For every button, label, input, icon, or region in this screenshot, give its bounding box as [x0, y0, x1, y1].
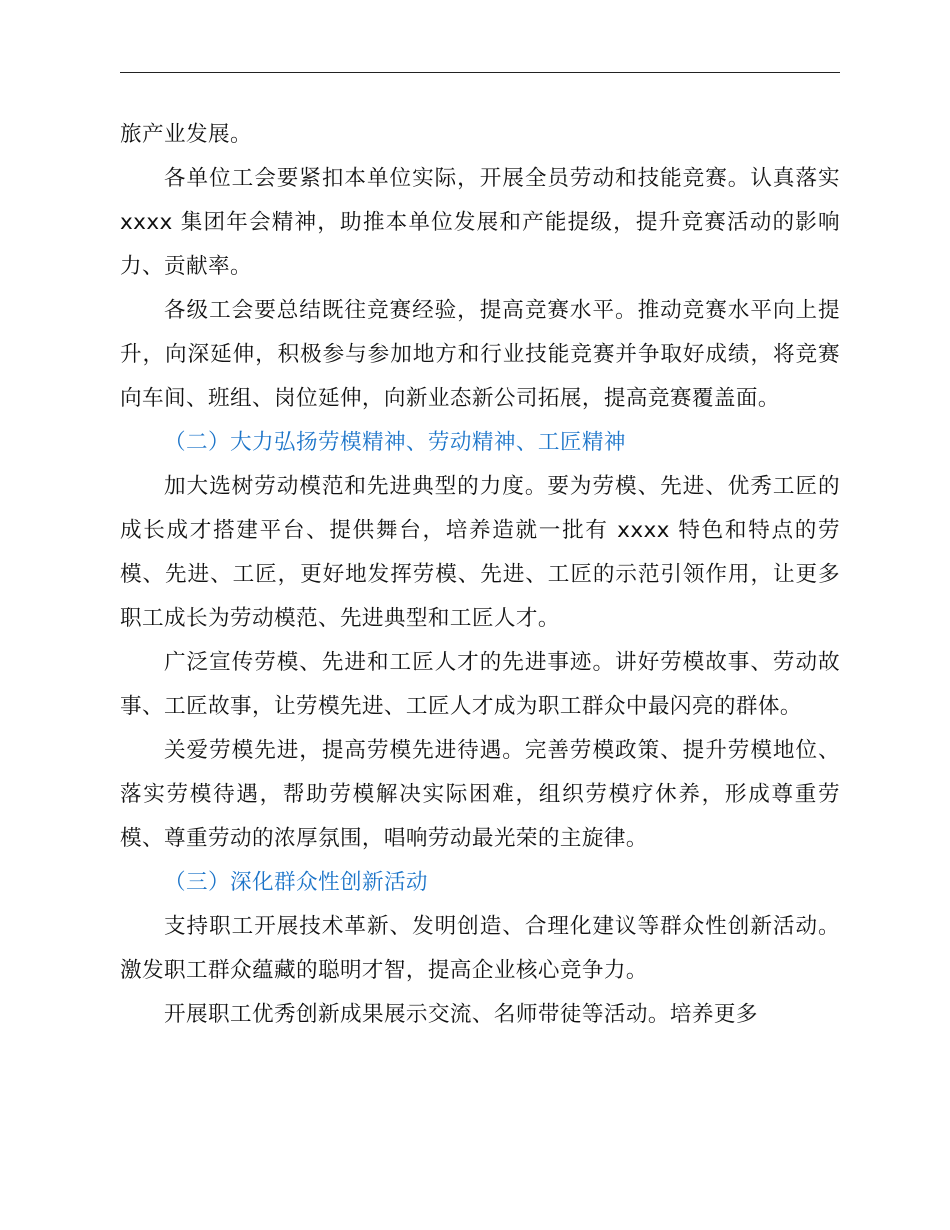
- paragraph-competition-level: 各级工会要总结既往竞赛经验，提高竞赛水平。推动竞赛水平向上提升，向深延伸，积极参与参加地方和行业技能竞赛并争取好成绩，将竞赛向车间、班组、岗位延伸，向新业态新公司拓展，提高竞赛覆盖面。: [120, 298, 840, 411]
- paragraph-innovation-support: 支持职工开展技术革新、发明创造、合理化建议等群众性创新活动。激发职工群众蕴藏的聪明才智，提高企业核心竞争力。: [120, 914, 840, 983]
- header-rule: [120, 72, 840, 73]
- document-body: [120, 113, 840, 1037]
- section-heading-2: （二）大力弘扬劳模精神、劳动精神、工匠精神: [164, 430, 626, 455]
- paragraph-continuation: 旅产业发展。: [120, 122, 252, 147]
- paragraph-care: 关爱劳模先进，提高劳模先进待遇。完善劳模政策、提升劳模地位、落实劳模待遇，帮助劳模解决实际困难，组织劳模疗休养，形成尊重劳模、尊重劳动的浓厚氛围，唱响劳动最光荣的主旋律。: [120, 738, 840, 851]
- paragraph-publicity: 广泛宣传劳模、先进和工匠人才的先进事迹。讲好劳模故事、劳动故事、工匠故事，让劳模先进、工匠人才成为职工群众中最闪亮的群体。: [120, 650, 840, 719]
- paragraph-innovation-showcase: 开展职工优秀创新成果展示交流、名师带徒等活动。培养更多: [164, 1002, 758, 1027]
- paragraph-competition-practice: 各单位工会要紧扣本单位实际，开展全员劳动和技能竞赛。认真落实 xxxx 集团年会精神，助推本单位发展和产能提级，提升竞赛活动的影响力、贡献率。: [120, 166, 840, 279]
- section-heading-3: （三）深化群众性创新活动: [164, 870, 428, 895]
- paragraph-model-selection: 加大选树劳动模范和先进典型的力度。要为劳模、先进、优秀工匠的成长成才搭建平台、提供舞台，培养造就一批有 xxxx 特色和特点的劳模、先进、工匠，更好地发挥劳模、先进、工匠的示范引领作用，让更多职工成长为劳动模范、先进典型和工匠人才。: [120, 474, 840, 631]
